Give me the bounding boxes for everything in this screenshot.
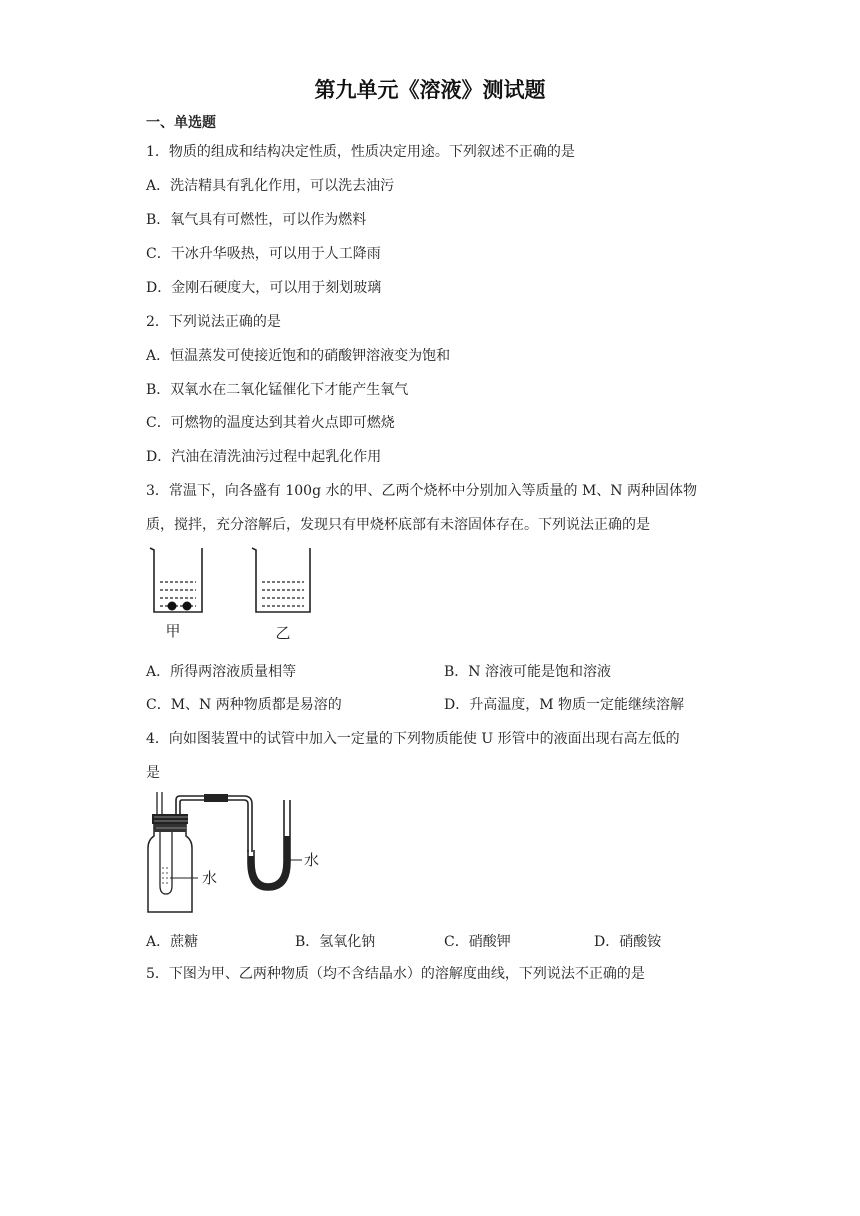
undissolved-solid	[183, 602, 192, 611]
label-jia: 甲	[165, 622, 181, 640]
question-3-stem-line-2: 质，搅拌，充分溶解后，发现只有甲烧杯底部有未溶固体存在。下列说法正确的是	[146, 517, 650, 533]
question-4-option-d: D．硝酸铵	[594, 934, 662, 950]
question-2-option-b: B．双氧水在二氧化锰催化下才能产生氧气	[146, 382, 409, 398]
question-1-option-b: B．氧气具有可燃性，可以作为燃料	[146, 212, 367, 228]
water-label-u-tube: 水	[304, 851, 320, 869]
question-1-option-c: C．干冰升华吸热，可以用于人工降雨	[146, 246, 381, 262]
question-1-stem: 1．物质的组成和结构决定性质，性质决定用途。下列叙述不正确的是	[146, 144, 575, 160]
question-2-stem: 2．下列说法正确的是	[146, 314, 281, 330]
undissolved-solid	[168, 602, 177, 611]
test-tube	[160, 832, 172, 894]
u-tube	[248, 800, 290, 890]
question-3-option-d: D．升高温度，M 物质一定能继续溶解	[444, 697, 685, 713]
question-4-stem-line-2: 是	[146, 765, 160, 781]
beakers-figure	[140, 540, 340, 650]
question-5-stem: 5．下图为甲、乙两种物质（均不含结晶水）的溶解度曲线，下列说法不正确的是	[146, 966, 645, 982]
beaker-jia	[150, 548, 202, 612]
question-2-option-d: D．汽油在清洗油污过程中起乳化作用	[146, 449, 382, 465]
question-2-option-a: A．恒温蒸发可使接近饱和的硝酸钾溶液变为饱和	[146, 348, 451, 364]
flask	[148, 818, 192, 912]
page-title: 第九单元《溶液》测试题	[314, 78, 546, 102]
question-4-option-a: A．蔗糖	[146, 934, 199, 950]
section-heading: 一、单选题	[146, 115, 216, 131]
rubber-stopper	[152, 814, 188, 832]
u-tube-apparatus-figure	[140, 790, 340, 920]
question-1-option-d: D．金刚石硬度大，可以用于刻划玻璃	[146, 280, 382, 296]
question-3-option-b: B．N 溶液可能是饱和溶液	[444, 664, 611, 680]
beaker-yi	[252, 548, 310, 612]
question-4-stem-line-1: 4．向如图装置中的试管中加入一定量的下列物质能使 U 形管中的液面出现右高左低的	[146, 731, 680, 747]
label-yi: 乙	[275, 624, 291, 642]
question-3-option-a: A．所得两溶液质量相等	[146, 664, 297, 680]
water-label-flask: 水	[202, 869, 218, 887]
question-3-option-c: C．M、N 两种物质都是易溶的	[146, 697, 342, 713]
question-4-option-b: B．氢氧化钠	[295, 934, 376, 950]
question-1-option-a: A．洗洁精具有乳化作用，可以洗去油污	[146, 178, 395, 194]
question-3-stem-line-1: 3．常温下，向各盛有 100g 水的甲、乙两个烧杯中分别加入等质量的 M、N 两种固体物	[146, 483, 697, 499]
question-2-option-c: C．可燃物的温度达到其着火点即可燃烧	[146, 415, 395, 431]
question-4-option-c: C．硝酸钾	[444, 934, 511, 950]
